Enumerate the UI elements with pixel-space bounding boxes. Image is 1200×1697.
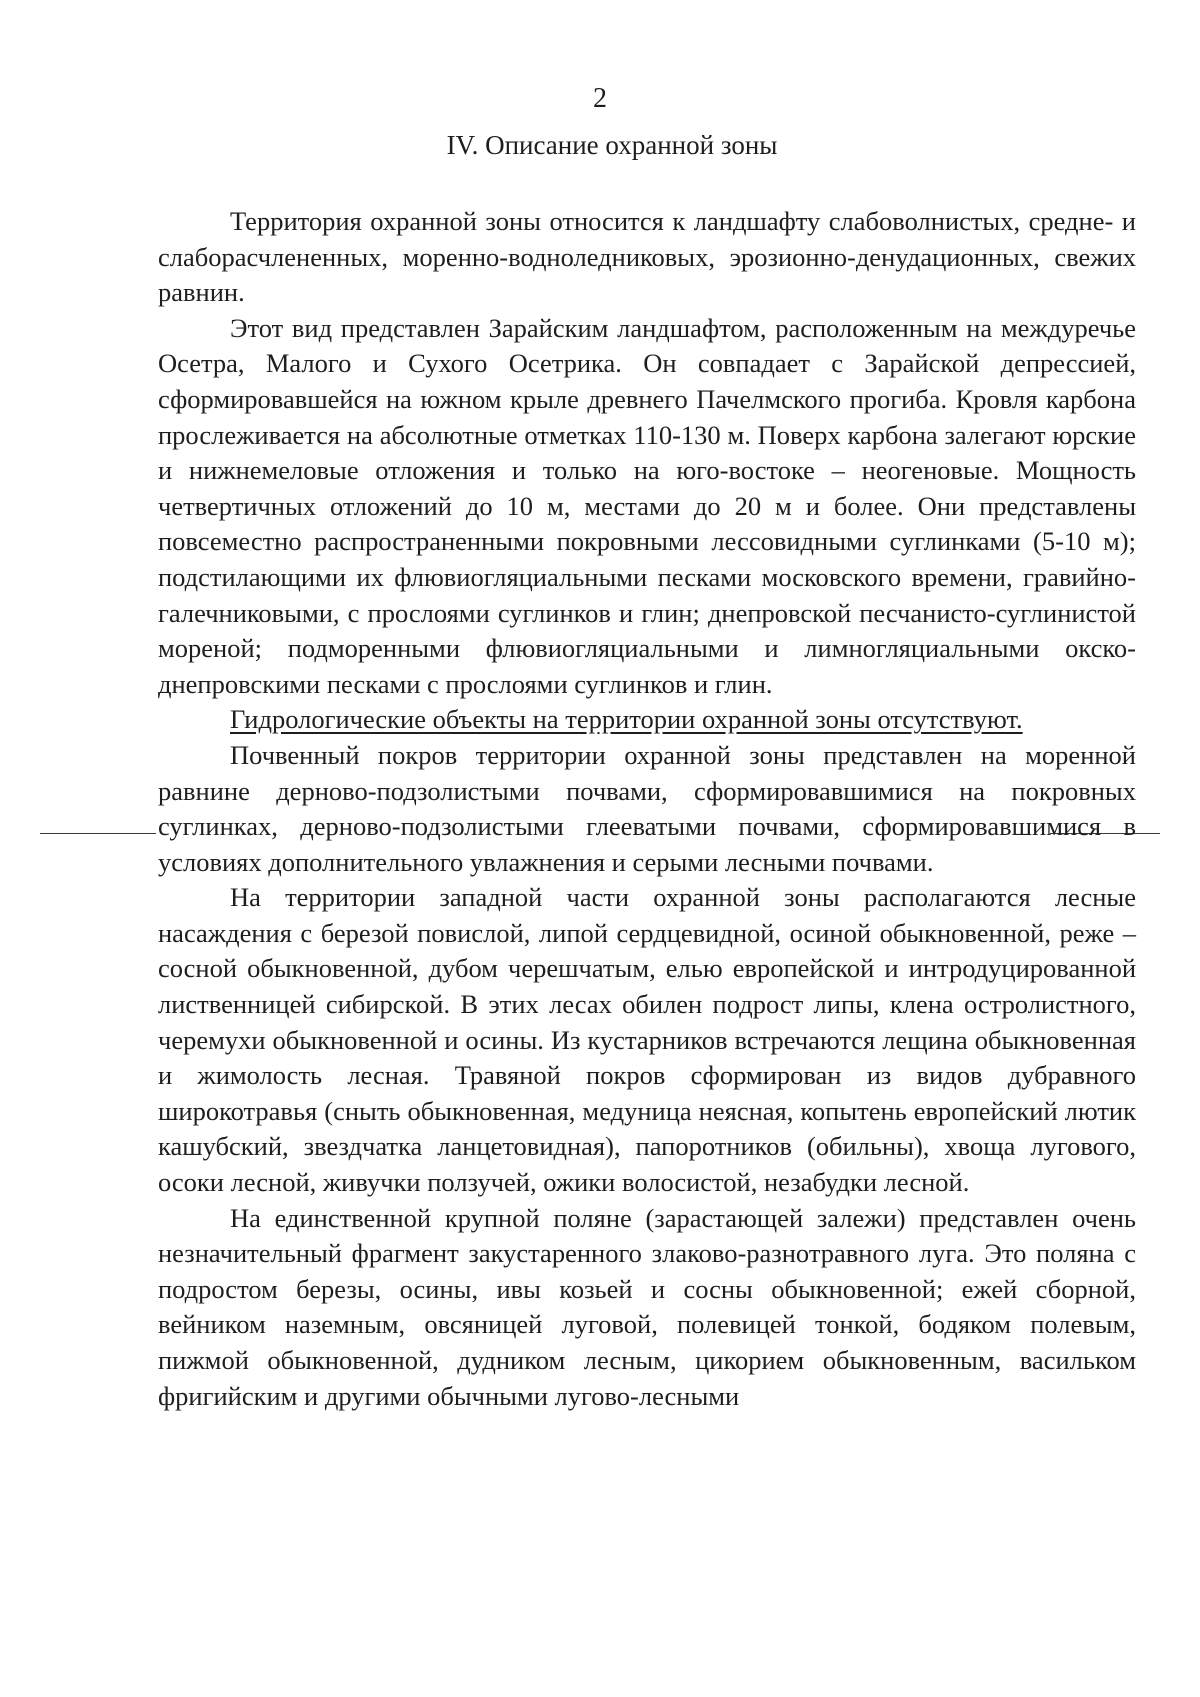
paragraph-meadow: На единственной крупной поляне (зарастающей залежи) представлен очень незначительный фрагмент закустаренного злаково-разнотравного луга. Это поляна с подростом березы, осины, ивы козьей и сосны обыкновенной; ежей сборной, вейником наземным, овсяницей луговой, полевицей тонкой, бодяком полевым, пижмой обыкновенной, дудником лесным, цикорием обыкновенным, васильком фригийским и другими обычными лугово-лесными <box>158 1202 1136 1411</box>
section-heading: IV. Описание охранной зоны <box>446 130 778 160</box>
document-body <box>158 204 1136 1414</box>
paragraph-forest: На территории западной части охранной зоны располагаются лесные насаждения с березой повислой, липой сердцевидной, осиной обыкновенной, реже – сосной обыкновенной, дубом черешчатым, елью европейской и интродуцированной лиственницей сибирской. В этих лесах обилен подрост липы, клена остролистного, черемухи обыкновенной и осины. Из кустарников встречаются лещина обыкновенная и жимолость лесная. Травяной покров сформирован из видов дубравного широкотравья (сныть обыкновенная, медуница неясная, копытень европейский лютик кашубский, звездчатка ланцетовидная), папоротников (обильны), хвоща лугового, осоки лесной, живучки ползучей, ожики волосистой, незабудки лесной. <box>158 882 1136 1198</box>
scan-line-left <box>40 833 156 834</box>
page-number: 2 <box>593 83 607 114</box>
paragraph-geology: Этот вид представлен Зарайским ландшафтом, расположенным на междуречье Осетра, Малого и Сухого Осетрика. Он совпадает с Зарайской депрессией, сформировавшейся на южном крыле древнего Пачелмского прогиба. Кровля карбона прослеживается на абсолютные отметках 110-130 м. Поверх карбона залегают юрские и нижнемеловые отложения и только на юго-востоке – неогеновые. Мощность четвертичных отложений до 10 м, местами до 20 м и более. Они представлены повсеместно распространенными покровными лессовидными суглинками (5-10 м); подстилающими их флювиогляциальными песками московского времени, гравийно-галечниковыми, с прослоями суглинков и глин; днепровской песчанисто-суглинистой мореной; подморенными флювиогляциальными и лимногляциальными окско-днепровскими песками с прослоями суглинков и глин. <box>158 312 1136 699</box>
paragraph-hydrology: Гидрологические объекты на территории охранной зоны отсутствуют. <box>230 704 1023 735</box>
paragraph-landscape: Территория охранной зоны относится к ландшафту слабоволнистых, средне- и слаборасчлененных, моренно-водноледниковых, эрозионно-денудационных, свежих равнин. <box>158 206 1136 308</box>
paragraph-soils: Почвенный покров территории охранной зоны представлен на моренной равнине дерново-подзолистыми почвами, сформировавшимися на покровных суглинках, дерново-подзолистыми глееватыми почвами, сформировавшимися в условиях дополнительного увлажнения и серыми лесными почвами. <box>158 739 1136 877</box>
